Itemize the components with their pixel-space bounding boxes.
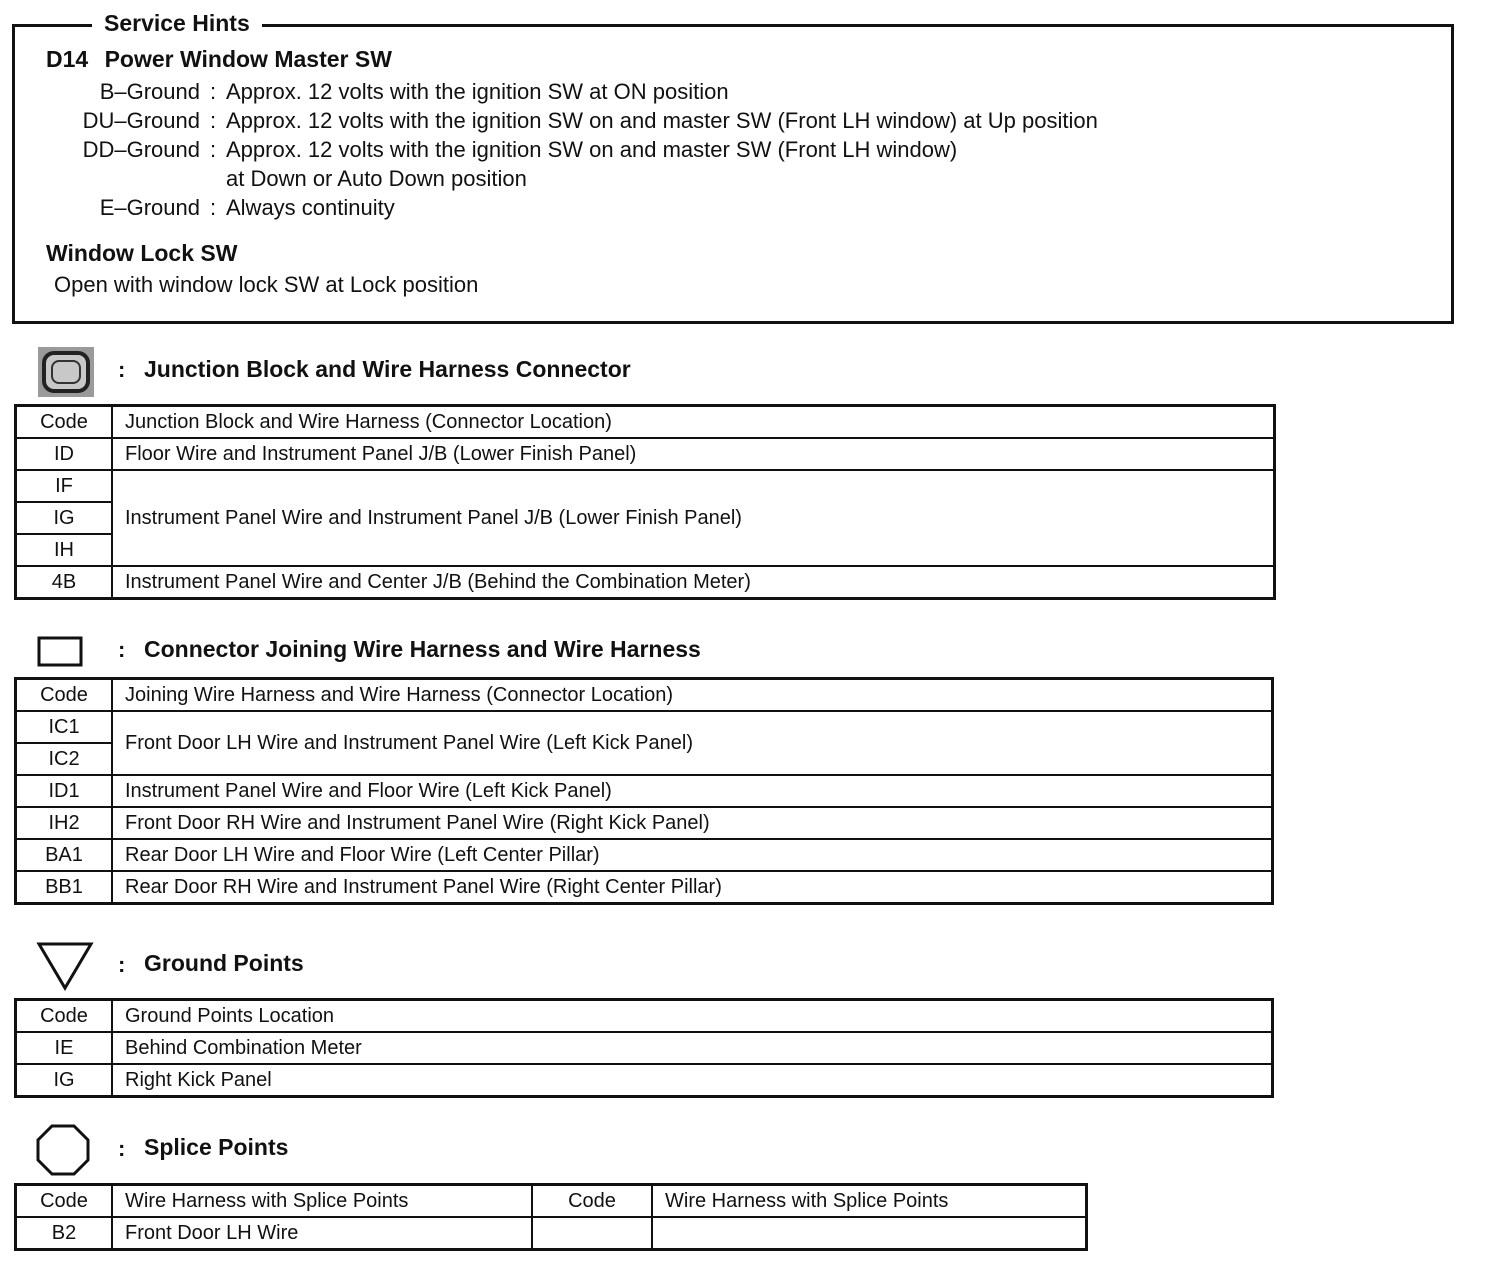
row-code: ID: [16, 438, 113, 470]
hint-term: B–Ground: [99, 79, 200, 104]
connector-table: [14, 677, 1274, 905]
desc-header-2: Wire Harness with Splice Points: [652, 1185, 1087, 1218]
row-desc: Front Door RH Wire and Instrument Panel Wire (Right Kick Panel): [112, 807, 1273, 839]
window-lock-text: Open with window lock SW at Lock position: [54, 272, 479, 297]
splice-section-header: [36, 1124, 936, 1176]
ground-triangle-icon: [36, 940, 96, 992]
hint-sep: :: [209, 108, 217, 133]
row-code: IG: [16, 502, 113, 534]
desc-header: Junction Block and Wire Harness (Connector Location): [112, 406, 1275, 439]
table-header-row: [16, 1000, 1273, 1033]
service-hints-title: Service Hints: [92, 8, 262, 38]
hint-text: Approx. 12 volts with the ignition SW on and master SW (Front LH window): [226, 137, 958, 162]
row-code: IC1: [16, 711, 113, 743]
code-header: Code: [16, 679, 113, 712]
row-code-2: [532, 1217, 652, 1250]
hint-text: Approx. 12 volts with the ignition SW at ON position: [226, 79, 729, 104]
table-row: [16, 871, 1273, 904]
hint-line-b-ground: [20, 78, 729, 106]
hint-text: Approx. 12 volts with the ignition SW on and master SW (Front LH window) at Up position: [226, 108, 1098, 133]
connector-name: Power Window Master SW: [104, 46, 392, 72]
table-row: [16, 1064, 1273, 1097]
table-row: [16, 711, 1273, 743]
window-lock-heading: Window Lock SW: [46, 240, 238, 266]
row-code: IH2: [16, 807, 113, 839]
row-desc-2: [652, 1217, 1087, 1250]
hint-term: DD–Ground: [82, 137, 200, 162]
ground-section-header: [36, 940, 936, 992]
junction-block-icon: [36, 345, 96, 397]
row-code: IE: [16, 1032, 113, 1064]
table-row: [16, 775, 1273, 807]
row-desc: Behind Combination Meter: [112, 1032, 1273, 1064]
row-desc: Rear Door RH Wire and Instrument Panel Wire (Right Center Pillar): [112, 871, 1273, 904]
table-row: [16, 807, 1273, 839]
desc-header: Ground Points Location: [112, 1000, 1273, 1033]
hint-line-e-ground: [20, 194, 395, 222]
table-row: [16, 1032, 1273, 1064]
row-code: BB1: [16, 871, 113, 904]
row-code: IF: [16, 470, 113, 502]
section-colon: :: [118, 952, 126, 977]
row-desc: Right Kick Panel: [112, 1064, 1273, 1097]
row-desc: Floor Wire and Instrument Panel J/B (Lower Finish Panel): [112, 438, 1275, 470]
row-code: B2: [16, 1217, 113, 1250]
desc-header: Wire Harness with Splice Points: [112, 1185, 532, 1218]
row-code: ID1: [16, 775, 113, 807]
row-code: IC2: [16, 743, 113, 775]
table-row: [16, 839, 1273, 871]
table-header-row: [16, 679, 1273, 712]
hint-term: DU–Ground: [82, 108, 200, 133]
row-desc: Instrument Panel Wire and Instrument Panel J/B (Lower Finish Panel): [112, 470, 1275, 566]
row-desc: Instrument Panel Wire and Floor Wire (Left Kick Panel): [112, 775, 1273, 807]
row-code: BA1: [16, 839, 113, 871]
hint-sep: :: [209, 79, 217, 104]
code-header: Code: [16, 1185, 113, 1218]
row-desc: Front Door LH Wire: [112, 1217, 532, 1250]
hint-line-dd-ground: [20, 136, 957, 164]
row-code: 4B: [16, 566, 113, 599]
section-colon: :: [118, 357, 126, 382]
table-row: [16, 438, 1275, 470]
junction-table: [14, 404, 1276, 600]
row-desc: Rear Door LH Wire and Floor Wire (Left Center Pillar): [112, 839, 1273, 871]
table-row: [16, 1217, 1087, 1250]
table-row: [16, 566, 1275, 599]
row-code: IG: [16, 1064, 113, 1097]
connector-code: D14: [46, 46, 89, 72]
connector-box-icon: [36, 627, 96, 679]
connector-section-title: Connector Joining Wire Harness and Wire Harness: [144, 636, 701, 662]
hint-line-dd-continuation: at Down or Auto Down position: [226, 166, 527, 191]
hint-text: Always continuity: [226, 195, 395, 220]
ground-section-title: Ground Points: [144, 950, 304, 976]
code-header: Code: [16, 406, 113, 439]
table-header-row: [16, 406, 1275, 439]
hint-sep: :: [209, 137, 217, 162]
splice-section-title: Splice Points: [144, 1134, 289, 1160]
row-desc: Instrument Panel Wire and Center J/B (Behind the Combination Meter): [112, 566, 1275, 599]
section-colon: :: [118, 637, 126, 662]
desc-header: Joining Wire Harness and Wire Harness (Connector Location): [112, 679, 1273, 712]
junction-section-header: [36, 345, 936, 397]
hint-line-du-ground: [20, 107, 1098, 135]
connector-heading: [46, 45, 392, 73]
row-desc: Front Door LH Wire and Instrument Panel Wire (Left Kick Panel): [112, 711, 1273, 775]
code-header: Code: [16, 1000, 113, 1033]
table-header-row: [16, 1185, 1087, 1218]
hint-sep: :: [209, 195, 217, 220]
code-header-2: Code: [532, 1185, 652, 1218]
splice-octagon-icon: [36, 1124, 96, 1176]
hint-term: E–Ground: [99, 195, 200, 220]
row-code: IH: [16, 534, 113, 566]
table-row: [16, 470, 1275, 502]
junction-section-title: Junction Block and Wire Harness Connector: [144, 356, 631, 382]
ground-table: [14, 998, 1274, 1098]
section-colon: :: [118, 1136, 126, 1161]
connector-section-header: [36, 627, 936, 679]
splice-table: [14, 1183, 1088, 1251]
